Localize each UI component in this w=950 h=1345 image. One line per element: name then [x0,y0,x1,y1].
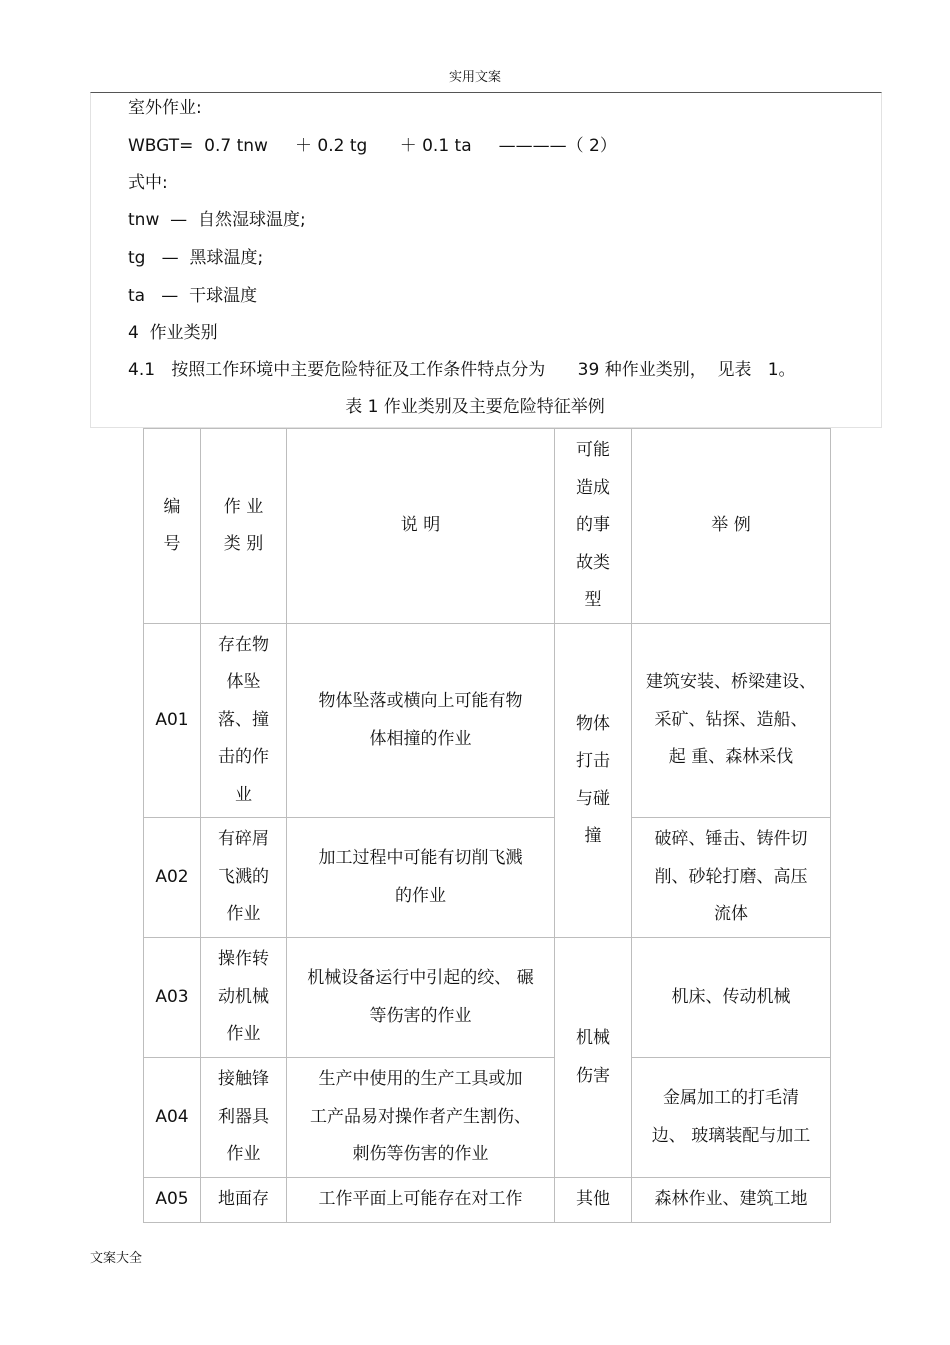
accident-group-mechanical: 机械 伤害 [555,938,632,1178]
wbgt-formula: WBGT= 0.7 tnw ＋ 0.2 tg ＋ 0.1 ta ————（ 2） [128,136,617,156]
table-row [144,938,831,1058]
row-examples: 机床、传动机械 [632,938,831,1058]
accident-group-other: 其他 [555,1178,632,1223]
definition-tnw: tnw — 自然湿球温度; [128,210,306,230]
row-description: 物体坠落或横向上可能有物 体相撞的作业 [287,624,555,818]
row-category: 存在物 体坠 落、撞 击的作 业 [201,624,287,818]
row-code: A04 [144,1058,201,1178]
row-description: 工作平面上可能存在对工作 [287,1178,555,1223]
header-code: 编 号 [144,429,201,624]
table-row [144,1178,831,1223]
row-code: A01 [144,624,201,818]
row-examples: 森林作业、建筑工地 [632,1178,831,1223]
clause-text: 4.1 按照工作环境中主要危险特征及工作条件特点分为 39 种作业类别， 见表 1。 [128,360,796,380]
row-examples: 建筑安装、桥梁建设、 采矿、钻探、造船、 起 重、森林采伐 [632,624,831,818]
row-description: 机械设备运行中引起的绞、 碾 等伤害的作业 [287,938,555,1058]
row-code: A02 [144,818,201,938]
work-category-table [143,428,831,1223]
row-category: 地面存 [201,1178,287,1223]
header-description: 说 明 [287,429,555,624]
table-row [144,818,831,938]
row-description: 加工过程中可能有切削飞溅 的作业 [287,818,555,938]
row-description: 生产中使用的生产工具或加 工产品易对操作者产生割伤、 刺伤等伤害的作业 [287,1058,555,1178]
row-examples: 破碎、锤击、铸件切 削、砂轮打磨、高压 流体 [632,818,831,938]
accident-group-strike: 物体 打击 与碰 撞 [555,624,632,938]
header-category: 作 业 类 别 [201,429,287,624]
section-heading: 4 作业类别 [128,323,218,343]
header-accident-type: 可能 造成 的事 故类 型 [555,429,632,624]
outdoor-label: 室外作业: [128,98,202,118]
table-row [144,1058,831,1178]
page-header: 实用文案 [448,70,501,85]
where-label: 式中: [128,173,168,193]
row-category: 有碎屑 飞溅的 作业 [201,818,287,938]
row-code: A05 [144,1178,201,1223]
row-examples: 金属加工的打毛清 边、 玻璃装配与加工 [632,1058,831,1178]
table-row [144,624,831,818]
page-footer: 文案大全 [90,1251,143,1266]
table-header-row [144,429,831,624]
definition-ta: ta — 干球温度 [128,286,258,306]
row-category: 接触锋 利器具 作业 [201,1058,287,1178]
table-caption: 表 1 作业类别及主要危险特征举例 [345,397,605,417]
definition-tg: tg — 黑球温度; [128,248,264,268]
row-code: A03 [144,938,201,1058]
header-examples: 举 例 [632,429,831,624]
row-category: 操作转 动机械 作业 [201,938,287,1058]
